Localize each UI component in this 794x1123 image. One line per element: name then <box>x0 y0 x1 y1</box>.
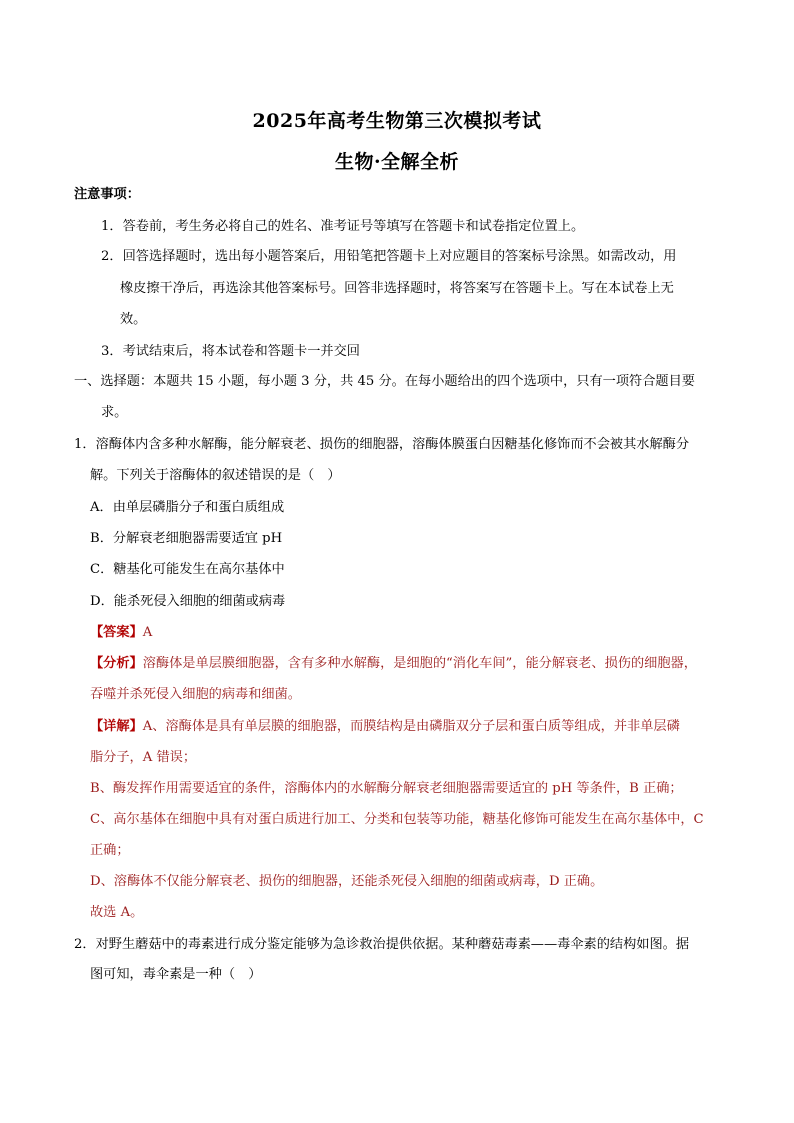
notice-item-1: 1．答卷前，考生务必将自己的姓名、准考证号等填写在答题卡和试卷指定位置上。 <box>101 219 585 234</box>
section-heading-cont: 求。 <box>101 405 128 420</box>
question-2-stem: 2．对野生蘑菇中的毒素进行成分鉴定能够为急诊救治提供依据。某种蘑菇毒素——毒伞素的结构如图。据 <box>74 937 690 952</box>
detail-text-1: A、溶酶体是具有单层膜的细胞器，而膜结构是由磷脂双分子层和蛋白质等组成，并非单层磷 <box>142 719 680 734</box>
question-2-stem-cont: 图可知，毒伞素是一种（ ） <box>90 967 262 982</box>
question-1-stem: 1．溶酶体内含多种水解酶，能分解衰老、损伤的细胞器，溶酶体膜蛋白因糖基化修饰而不会被其水解酶分 <box>74 437 690 452</box>
detail-line-4: C、高尔基体在细胞中具有对蛋白质进行加工、分类和包装等功能，糖基化修饰可能发生在高尔基体中，C <box>90 812 704 827</box>
notice-heading: 注意事项： <box>74 187 140 202</box>
detail-line-6: D、溶酶体不仅能分解衰老、损伤的细胞器，还能杀死侵入细胞的细菌或病毒，D 正确。 <box>90 874 604 889</box>
question-1-option-d: D．能杀死侵入细胞的细菌或病毒 <box>90 594 286 609</box>
detail-line-3: B、酶发挥作用需要适宜的条件，溶酶体内的水解酶分解衰老细胞器需要适宜的 pH 等条件，B 正确； <box>90 781 683 796</box>
detail-line-5: 正确； <box>90 843 130 858</box>
question-1-option-c: C．糖基化可能发生在高尔基体中 <box>90 562 285 577</box>
notice-item-2-cont: 橡皮擦干净后，再选涂其他答案标号。回答非选择题时，将答案写在答题卡上。写在本试卷上无 <box>120 281 674 296</box>
question-1-option-a: A．由单层磷脂分子和蛋白质组成 <box>90 500 285 515</box>
question-1-stem-cont: 解。下列关于溶酶体的叙述错误的是（ ） <box>90 468 341 483</box>
notice-item-2: 2．回答选择题时，选出每小题答案后，用铅笔把答题卡上对应题目的答案标号涂黑。如需改动，用 <box>101 249 677 264</box>
answer-line <box>90 624 152 642</box>
analysis-tag: 【分析】 <box>90 656 143 671</box>
page-title: 2025年高考生物第三次模拟考试 <box>252 110 542 132</box>
answer-tag: 【答案】 <box>90 625 143 640</box>
answer-value: A <box>142 625 153 640</box>
detail-tag: 【详解】 <box>90 719 143 734</box>
notice-item-3: 3．考试结束后，将本试卷和答题卡一并交回 <box>101 344 360 359</box>
question-1-option-b: B．分解衰老细胞器需要适宜 pH <box>90 531 283 546</box>
detail-line-1 <box>90 718 680 736</box>
section-heading: 一、选择题：本题共 15 小题，每小题 3 分，共 45 分。在每小题给出的四个选项中，只有一项符合题目要 <box>74 374 695 389</box>
notice-item-2-end: 效。 <box>120 312 147 327</box>
conclusion-line: 故选 A。 <box>90 905 144 920</box>
page-subtitle: 生物·全解全析 <box>334 151 460 173</box>
detail-line-2: 脂分子，A 错误； <box>90 750 197 765</box>
analysis-line-1 <box>90 655 697 673</box>
analysis-text-1: 溶酶体是单层膜细胞器，含有多种水解酶，是细胞的“消化车间”，能分解衰老、损伤的细胞器， <box>142 656 697 671</box>
analysis-line-2: 吞噬并杀死侵入细胞的病毒和细菌。 <box>90 687 301 702</box>
